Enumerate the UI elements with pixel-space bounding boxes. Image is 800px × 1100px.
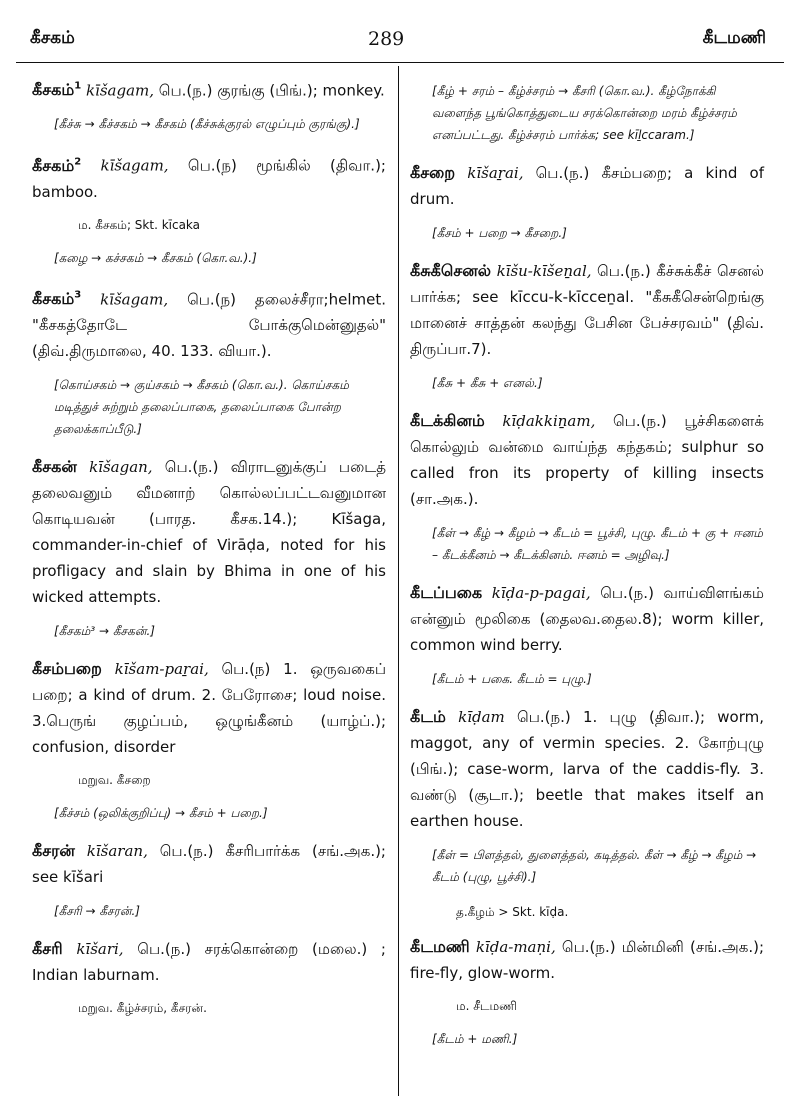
dictionary-entry [32, 454, 386, 610]
headword: கீசகன் [32, 456, 77, 476]
transliteration: kīḍakkiṉam, [502, 412, 596, 430]
definition: பெ.(ந) மூங்கில் (திவா.); bamboo. [32, 156, 386, 201]
definition: பெ.(ந.) கீச்சுக்கீச் செனல் பார்க்க; see kīccu-k-kīcceṉal. "கீசுகீசென்றெங்கு மானைச் சாத்தன் கலந்து பேசின பேச்சரவம்" (திவ். திருப்பா.7). [410, 262, 764, 358]
headword: கீசரன் [32, 840, 75, 860]
dictionary-entry [32, 74, 386, 103]
cognate-note: த.கீழம் > Skt. kīḍa. [456, 905, 569, 919]
transliteration: kīšam-paṟai, [114, 659, 209, 678]
definition: பெ.(ந.) விராடனுக்குப் படைத் தலைவனும் வீமனாற் கொல்லப்பட்டவனுமான கொடியவன் (பாரத. கீசக.14.); Kīšaga, commander-in-chief of Virāḍa, noted for his profligacy and slain by Bhima in one of his wicked attempts. [32, 457, 386, 606]
etymology-note: [கீசு + கீசு + எனல்.] [432, 376, 543, 390]
cognate-note: ம. கீசகம்; Skt. kīcaka [78, 217, 201, 232]
dictionary-entry [410, 704, 764, 834]
transliteration: kīšari, [76, 939, 124, 958]
definition: பெ.(ந.) வாய்விளங்கம் என்னும் மூலிகை (தைலவ.தைல.8); worm killer, common wind berry. [410, 584, 764, 654]
dictionary-entry [32, 936, 386, 988]
dictionary-entry [32, 656, 386, 760]
headword: கீசகம்$^3$ [32, 288, 82, 308]
headword: கீசுகீசெனல் [410, 261, 492, 280]
dictionary-entry [32, 283, 386, 364]
dictionary-entry [410, 258, 764, 362]
etymology-note: [கீடம் + பகை. கீடம் = புழு.] [432, 672, 592, 686]
definition: பெ.(ந.) கீசரிபார்க்க (சங்.அக.); see kīšari [32, 841, 386, 886]
definition: பெ.(ந.) கீசம்பறை; a kind of drum. [410, 164, 764, 208]
dictionary-entry [32, 149, 386, 204]
definition: பெ.(ந.) குரங்கு (பிங்.); monkey. [154, 81, 385, 100]
headword: கீடக்கினம் [410, 411, 485, 430]
cognate-note: ம. சீடமணி [456, 999, 517, 1013]
transliteration: kīḍa-p-pagai, [491, 584, 591, 602]
definition: பெ.(ந) 1. ஒருவகைப் பறை; a kind of drum. 2. பேரோசை; loud noise. 3.பெருங் குழப்பம், ஒழுங்கீனம் (யாழ்ப்.); confusion, disorder [32, 659, 386, 756]
page-number: 289 [368, 28, 405, 50]
etymology-note: [கழை → கச்சகம் → கீசகம் (கொ.வ.).] [54, 250, 257, 265]
transliteration: kīšagam, [85, 81, 155, 100]
definition: பெ.(ந.) சரக்கொன்றை (மலை.) ; Indian laburnam. [32, 939, 386, 984]
definition: பெ.(ந.) பூச்சிகளைக் கொல்லும் வன்மை வாய்ந்த கந்தகம்; sulphur so called fron its property of killing insects (சா.அக.). [410, 412, 764, 508]
dictionary-entry [410, 580, 764, 658]
homonym-number: 1 [74, 81, 82, 92]
headword: கீசரி [32, 938, 63, 958]
etymology-note: [கீடம் + மணி.] [432, 1032, 518, 1046]
etymology-note: [கீச்சம் (ஒலிக்குறிப்பு) → கீசம் + பறை.] [54, 805, 268, 820]
headword: கீடப்பகை [410, 583, 483, 602]
cognate-note: மறுவ. கீசறை [78, 772, 151, 787]
definition: பெ.(ந.) மின்மினி (சங்.அக.); fire-fly, glow-worm. [410, 938, 764, 982]
transliteration: kīḍam [458, 708, 505, 726]
dictionary-entry [410, 934, 764, 986]
transliteration: kīšagam, [100, 156, 169, 175]
headword: கீடமணி [410, 937, 470, 956]
transliteration: kīšu-kīšeṉal, [496, 262, 592, 280]
dictionary-entry [410, 160, 764, 212]
transliteration: kīšagan, [89, 457, 153, 476]
headword: கீசறை [410, 163, 456, 182]
headword: கீசகம்$^1$ [32, 80, 82, 100]
transliteration: kīḍa-maṇi, [475, 938, 556, 956]
dictionary-entry [410, 408, 764, 512]
transliteration: kīšaran, [86, 841, 148, 860]
cognate-note: மறுவ. கீழ்ச்சரம், கீசரன். [78, 1000, 207, 1015]
definition: பெ.(ந.) 1. புழு (திவா.); worm, maggot, any of vermin species. 2. கோற்புழு (பிங்.); case-worm, larva of the caddis-fly. 3. வண்டு (சூடா.); beetle that makes itself an earthen house. [410, 708, 764, 830]
left-column [32, 74, 386, 1030]
etymology-note: [கீழ் + சரம் – கீழ்ச்சரம் → கீசரி (கொ.வ.). கீழ்நோக்கி வளைந்த பூங்கொத்துடைய சரக்கொன்றை மரம் கீழ்ச்சரம் எனப்பட்டது. கீழ்ச்சரம் பார்க்க; see kīḻccaram.] [432, 84, 737, 142]
homonym-number: 2 [74, 156, 82, 168]
transliteration: kīšaṟai, [467, 164, 524, 182]
dictionary-entry [32, 838, 386, 890]
etymology-note: [கீள் → கீழ் → கீழம் → கீடம் = பூச்சி, புழு. கீடம் + கு + ஈனம் – கீடக்கீனம் → கீடக்கினம். ஈனம் = அழிவு.] [432, 526, 763, 562]
header-first-word: கீசகம் [30, 28, 75, 48]
etymology-note: [கீச்சு → கீச்சகம் → கீசகம் (கீச்சுக்குரல் எழுப்பும் குரங்கு).] [54, 117, 360, 132]
header-last-word: கீடமணி [702, 28, 766, 48]
headword: கீசம்பறை [32, 658, 102, 678]
etymology-note: [கீசரி → கீசரன்.] [54, 903, 140, 918]
page-header [0, 0, 800, 66]
column-divider [398, 66, 399, 1096]
etymology-note: [கீள் = பிளத்தல், துளைத்தல், கடித்தல். கீள் → கீழ் → கீழம் → கீடம் (புழு, பூச்சி).] [432, 848, 757, 884]
etymology-note: [கொய்சகம் → குய்சகம் → கீசகம் (கொ.வ.). கொய்சகம் மடித்துச் சுற்றும் தலைப்பாகை, தலைப்பாகை போன்ற தலைக்காப்பீடு.] [54, 377, 349, 436]
etymology-note: [கீசகம்³ → கீசகன்.] [54, 623, 155, 638]
right-column [410, 74, 764, 1064]
transliteration: kīšagam, [100, 289, 169, 308]
definition: பெ.(ந) தலைச்சீரா;helmet. "கீசகத்தோடே போக்குமென்னுதல்" (திவ்.திருமாலை, 40. 133. வியா.). [32, 289, 386, 360]
etymology-note: [கீசம் + பறை → கீசறை.] [432, 226, 567, 240]
homonym-number: 3 [74, 289, 82, 301]
headword: கீசகம்$^2$ [32, 155, 82, 175]
header-rule [16, 62, 784, 63]
headword: கீடம் [410, 707, 446, 726]
